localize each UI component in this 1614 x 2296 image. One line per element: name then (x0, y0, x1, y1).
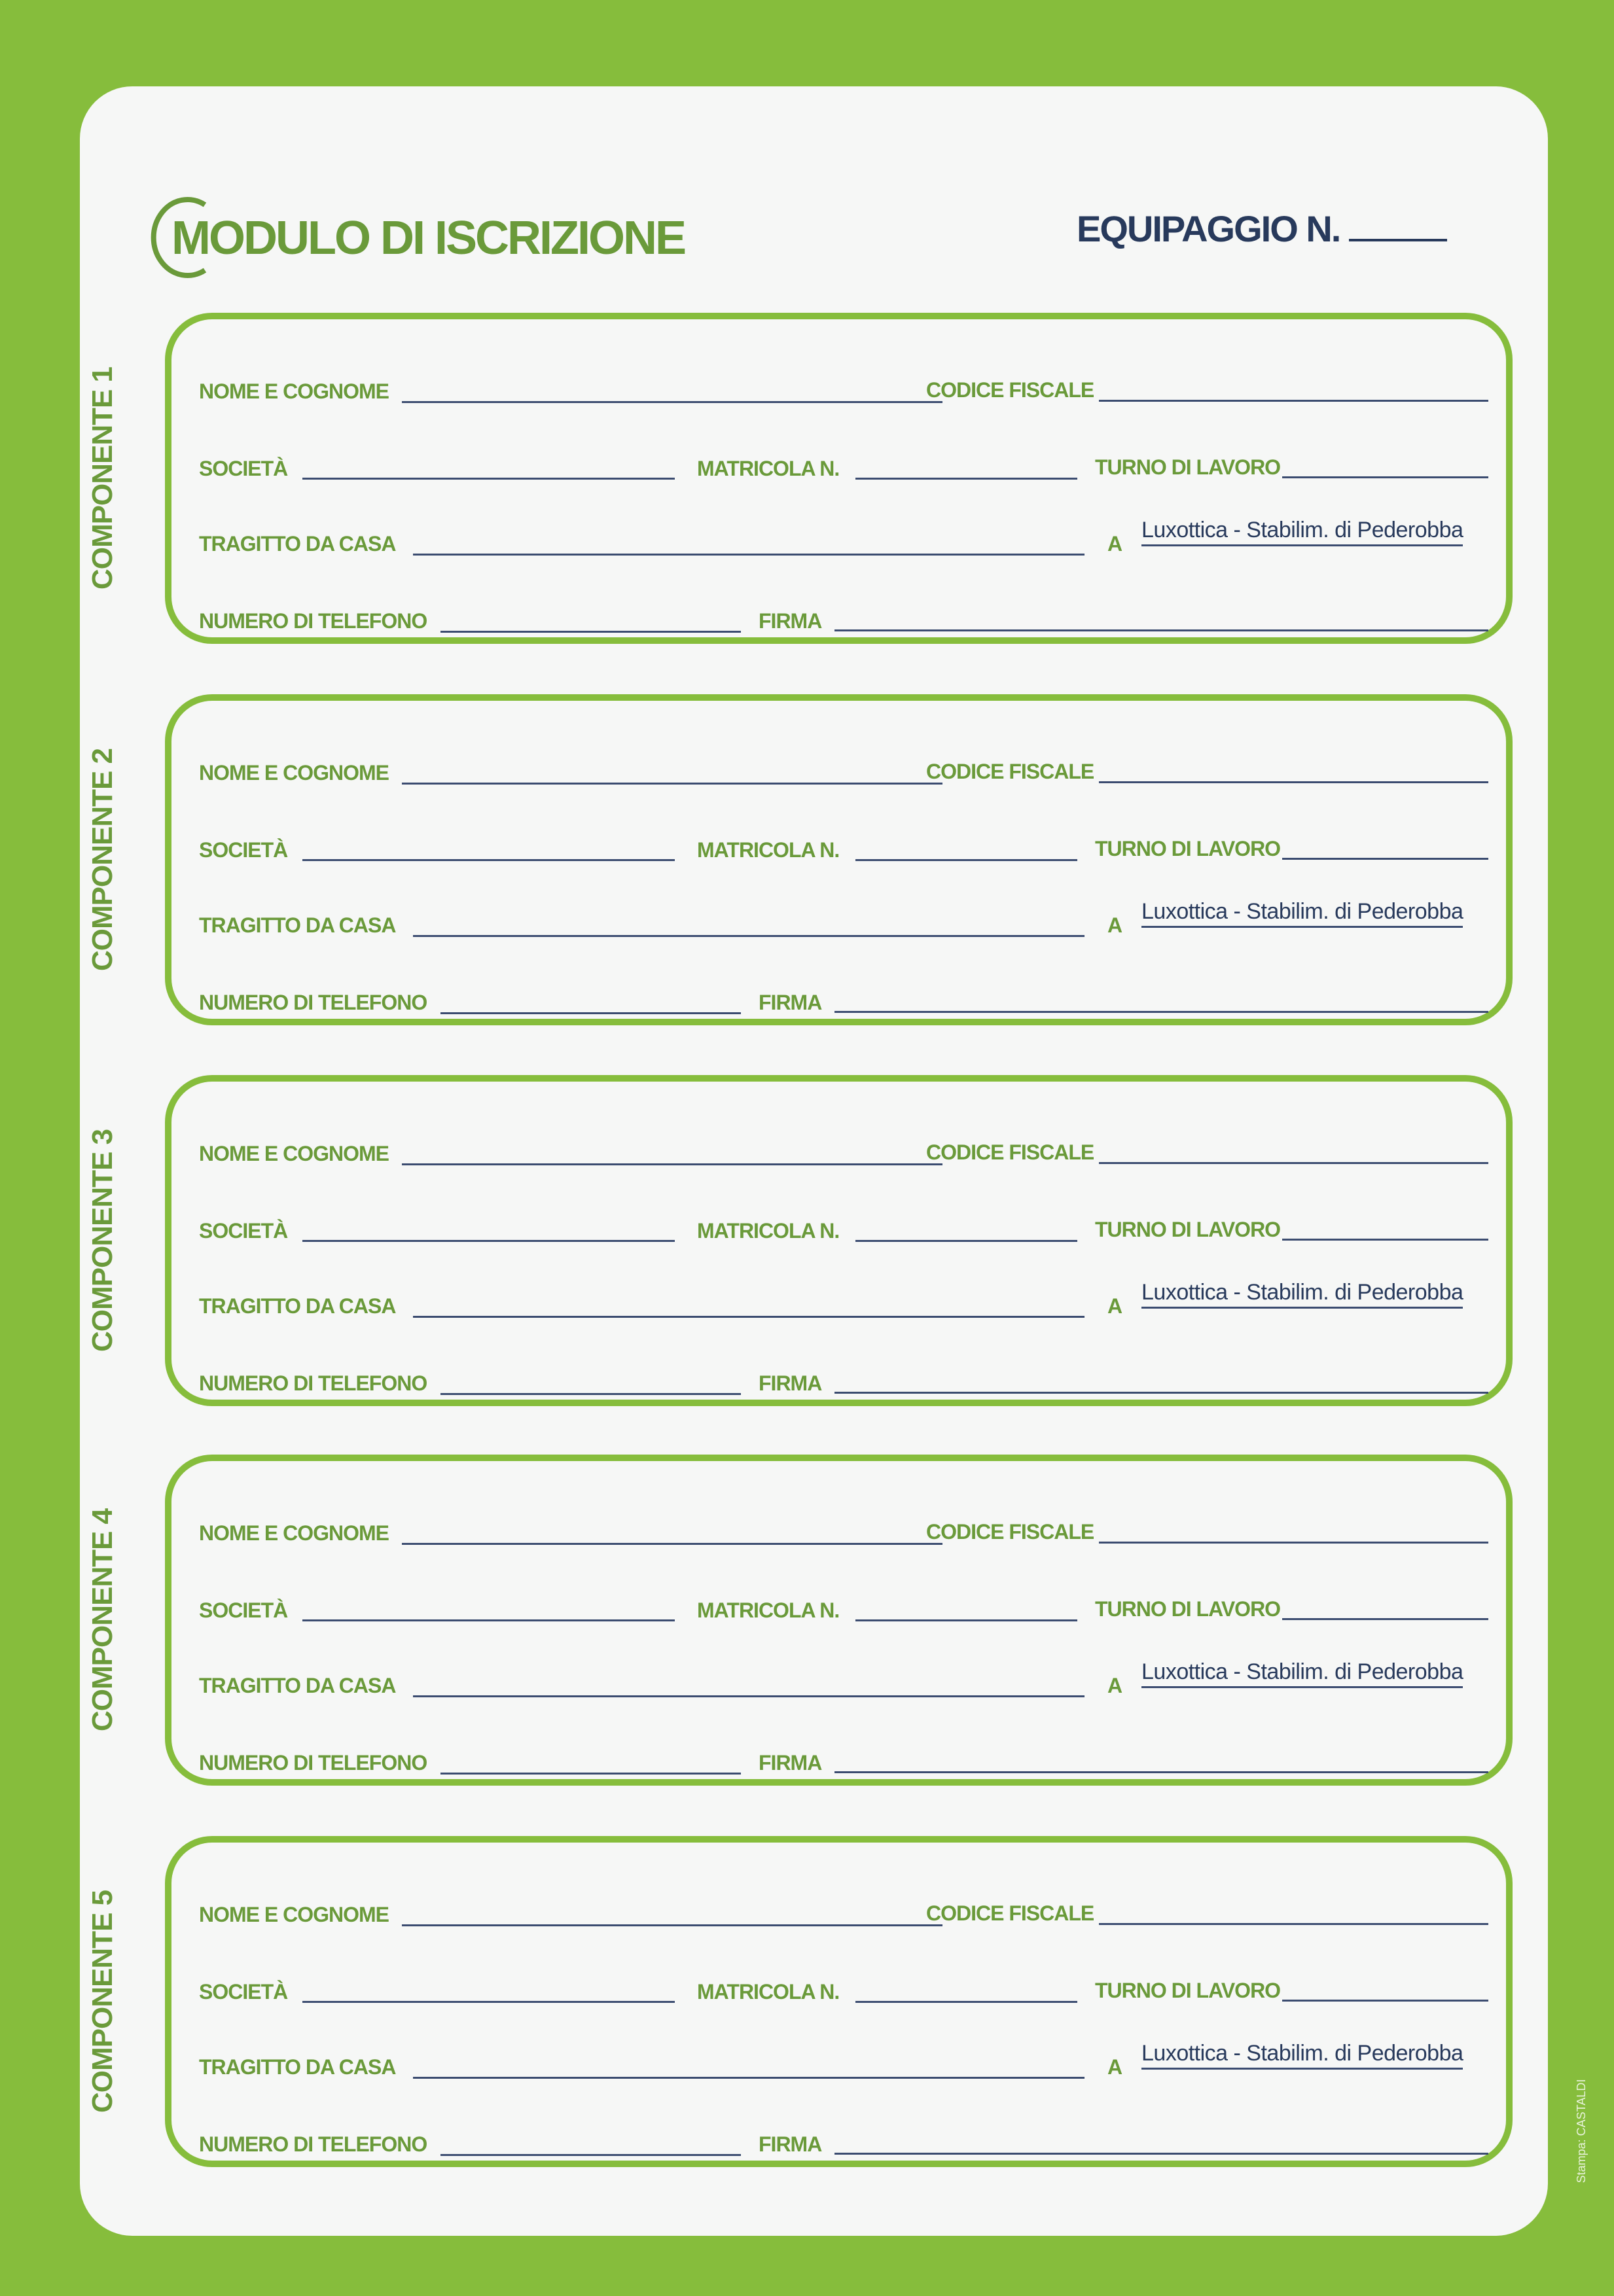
name-field[interactable] (402, 1924, 942, 1926)
crew-number (1077, 207, 1447, 250)
route-from-field[interactable] (413, 2077, 1085, 2079)
route-to-label: A (1107, 532, 1122, 556)
name-label: NOME E COGNOME (199, 1903, 389, 1926)
c-logo-icon (142, 196, 209, 279)
signature-label: FIRMA (759, 1751, 822, 1775)
tax-code-field[interactable] (1099, 1542, 1488, 1544)
route-from-field[interactable] (413, 554, 1085, 556)
badge-number-label: MATRICOLA N. (697, 457, 840, 480)
badge-number-field[interactable] (855, 2001, 1077, 2003)
shift-label: TURNO DI LAVORO (1095, 1979, 1281, 2002)
destination-value: Luxottica - Stabilim. di Pederobba (1141, 1280, 1463, 1309)
route-from-field[interactable] (413, 1695, 1085, 1697)
tax-code-field[interactable] (1099, 781, 1488, 783)
component-label: COMPONENTE 5 (86, 1890, 118, 2113)
tax-code-field[interactable] (1099, 1162, 1488, 1164)
component-box (165, 1455, 1513, 1786)
tax-code-label: CODICE FISCALE (926, 1901, 1094, 1925)
company-label: SOCIETÀ (199, 1598, 288, 1622)
shift-label: TURNO DI LAVORO (1095, 455, 1281, 479)
company-field[interactable] (302, 859, 675, 861)
signature-field[interactable] (834, 1011, 1488, 1013)
component-box (165, 1075, 1513, 1406)
company-field[interactable] (302, 478, 675, 480)
signature-field[interactable] (834, 2153, 1488, 2155)
badge-number-field[interactable] (855, 1619, 1077, 1621)
shift-label: TURNO DI LAVORO (1095, 837, 1281, 860)
shift-field[interactable] (1282, 858, 1488, 860)
tax-code-field[interactable] (1099, 1923, 1488, 1925)
phone-field[interactable] (440, 631, 741, 633)
shift-label: TURNO DI LAVORO (1095, 1218, 1281, 1241)
company-label: SOCIETÀ (199, 1980, 288, 2004)
badge-number-label: MATRICOLA N. (697, 838, 840, 862)
tax-code-label: CODICE FISCALE (926, 760, 1094, 783)
name-field[interactable] (402, 1543, 942, 1545)
component-box (165, 694, 1513, 1025)
form-sheet (80, 86, 1548, 2236)
company-field[interactable] (302, 1619, 675, 1621)
company-label: SOCIETÀ (199, 457, 288, 480)
company-label: SOCIETÀ (199, 1219, 288, 1243)
route-from-label: TRAGITTO DA CASA (199, 2055, 396, 2079)
form-title (142, 196, 685, 281)
badge-number-label: MATRICOLA N. (697, 1980, 840, 2004)
phone-field[interactable] (440, 1773, 741, 1775)
phone-label: NUMERO DI TELEFONO (199, 1371, 427, 1395)
signature-field[interactable] (834, 1771, 1488, 1773)
name-label: NOME E COGNOME (199, 380, 389, 403)
name-label: NOME E COGNOME (199, 1521, 389, 1545)
badge-number-field[interactable] (855, 478, 1077, 480)
destination-value: Luxottica - Stabilim. di Pederobba (1141, 2041, 1463, 2070)
tax-code-label: CODICE FISCALE (926, 1520, 1094, 1544)
route-from-field[interactable] (413, 1316, 1085, 1318)
page-title: MODULO DI ISCRIZIONE (171, 212, 685, 264)
tax-code-label: CODICE FISCALE (926, 1140, 1094, 1164)
route-from-field[interactable] (413, 935, 1085, 937)
destination-value: Luxottica - Stabilim. di Pederobba (1141, 518, 1463, 546)
signature-label: FIRMA (759, 1371, 822, 1395)
signature-field[interactable] (834, 629, 1488, 631)
component-label: COMPONENTE 2 (86, 748, 118, 972)
component-label: COMPONENTE 1 (86, 366, 118, 590)
destination-value: Luxottica - Stabilim. di Pederobba (1141, 1659, 1463, 1688)
badge-number-field[interactable] (855, 859, 1077, 861)
signature-field[interactable] (834, 1392, 1488, 1394)
route-from-label: TRAGITTO DA CASA (199, 1674, 396, 1697)
route-to-label: A (1107, 913, 1122, 937)
shift-label: TURNO DI LAVORO (1095, 1597, 1281, 1621)
route-from-label: TRAGITTO DA CASA (199, 1294, 396, 1318)
signature-label: FIRMA (759, 991, 822, 1014)
component-box (165, 313, 1513, 644)
name-label: NOME E COGNOME (199, 1142, 389, 1165)
signature-label: FIRMA (759, 609, 822, 633)
destination-value: Luxottica - Stabilim. di Pederobba (1141, 899, 1463, 928)
crew-label: EQUIPAGGIO N. (1077, 208, 1340, 249)
badge-number-label: MATRICOLA N. (697, 1219, 840, 1243)
signature-label: FIRMA (759, 2132, 822, 2156)
company-field[interactable] (302, 1240, 675, 1242)
phone-field[interactable] (440, 1393, 741, 1395)
route-to-label: A (1107, 2055, 1122, 2079)
phone-label: NUMERO DI TELEFONO (199, 1751, 427, 1775)
shift-field[interactable] (1282, 2000, 1488, 2002)
tax-code-field[interactable] (1099, 400, 1488, 402)
shift-field[interactable] (1282, 476, 1488, 478)
crew-number-field[interactable] (1349, 239, 1447, 241)
shift-field[interactable] (1282, 1239, 1488, 1241)
route-to-label: A (1107, 1674, 1122, 1697)
route-from-label: TRAGITTO DA CASA (199, 532, 396, 556)
route-to-label: A (1107, 1294, 1122, 1318)
company-field[interactable] (302, 2001, 675, 2003)
name-label: NOME E COGNOME (199, 761, 389, 785)
route-from-label: TRAGITTO DA CASA (199, 913, 396, 937)
company-label: SOCIETÀ (199, 838, 288, 862)
component-label: COMPONENTE 3 (86, 1129, 118, 1352)
phone-field[interactable] (440, 1012, 741, 1014)
component-label: COMPONENTE 4 (86, 1508, 118, 1732)
badge-number-label: MATRICOLA N. (697, 1598, 840, 1622)
badge-number-field[interactable] (855, 1240, 1077, 1242)
phone-field[interactable] (440, 2154, 741, 2156)
tax-code-label: CODICE FISCALE (926, 378, 1094, 402)
phone-label: NUMERO DI TELEFONO (199, 609, 427, 633)
component-box (165, 1836, 1513, 2167)
name-field[interactable] (402, 1163, 942, 1165)
name-field[interactable] (402, 401, 942, 403)
shift-field[interactable] (1282, 1618, 1488, 1620)
phone-label: NUMERO DI TELEFONO (199, 991, 427, 1014)
phone-label: NUMERO DI TELEFONO (199, 2132, 427, 2156)
printer-credit: Stampa: CASTALDI (1575, 2079, 1588, 2183)
name-field[interactable] (402, 783, 942, 785)
